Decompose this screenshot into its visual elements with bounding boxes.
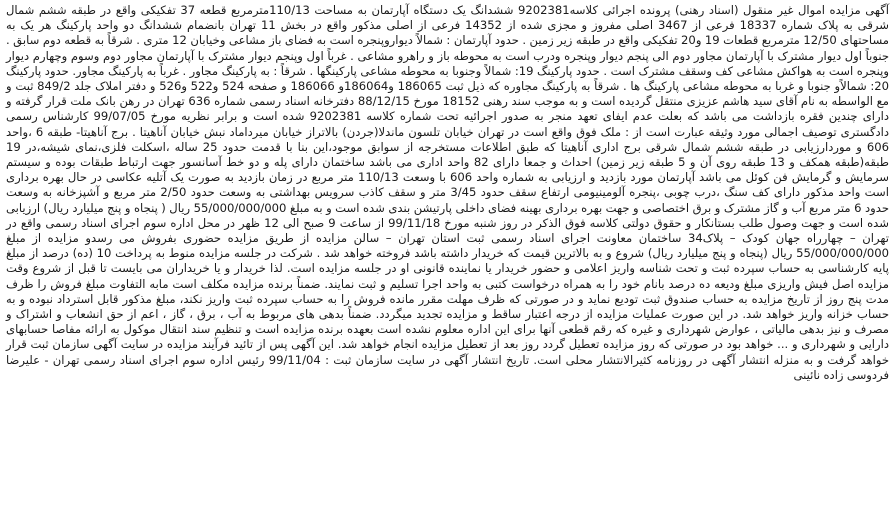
auction-notice-text: آگهی مزایده اموال غیر منقول (اسناد رهنی) پرونده اجرائی کلاسه9202381 ششدانگ یک دستگاه آپارتمان به مساحت 110/13مترمربع قطعه 37 تفکیکی واقع در طبقه ششم شمال شرقی به پلاک شماره 18337 فرعی از 3467 اصلی مفروز و مجزی شده از 14352 فرعی از اصلی مذکور واقع در بخش 11 تهران بانضمام ششدانگ دو واحد پارکینگ هر یک به مساحتهای 12/50 مترمربع قطعات 19 و20 تفکیکی واقع در طبقه زیر زمین . حدود آپارتمان : شمالاً دیوارو‌پنجره است به فضای باز مشاعی وخیابان 12 متری . شرقاً به قطعه دوم سابق . جنوباً اول دیوار مشترک با آپارتمان مجاور دوم الی پنجم دیوار وپنجره ودرب است به محوطه باز و راهرو مشاعی . غرباً اول وپنجم دیوار مشترک با آپارتمان مجاور دوم وسوم وچهارم دیوار وپنجره است به هواکش مشاعی کف وسقف مشترک است . حدود پارکینگ 19: شمالاً وجنوبا به محوطه مشاعی پارکینگها . شرقاً : به پارکینگ مجاور . غرباً به پارکینگ مجاور. حدود پارکینگ 20: شمالاًو جنوبا و غربا به محوطه مشاعی پارکینگ ها . شرقاً به پارکینگ مجاوره که ذیل ثبت 186065 و186064و 186066 و صفحه 524 و522 و526 و دفتر املاک جلد 849/2 ثبت و مع الواسطه به نام آقای سید هاشم عزیزی منتقل گردیده است و به موجب سند رهنی 18152 مورخ 88/12/15 دفترخانه اسناد رسمی شماره 636 تهران در رهن بانک ملت قرار گرفته و دارای چندین فقره بازداشت می باشد که بعلت عدم ایفای تعهد منجر به صدور اجرائیه تحت شماره کلاسه 9202381 شده است و برابر نظریه مورخ 99/07/05 کارشناس رسمی دادگستری توصیف اجمالی مورد وثیقه عبارت است از : ملک فوق واقع است در تهران خیابان تلسون ماندلا(جردن) بالاتراز خیابان میرداماد نبش خیابان آناهیتا . برج آناهیتا- طبقه 6 ،واحد 606 و موردارزیابی در طبقه ششم شمال شرقی برج اداری آناهیتا که طبق اطلاعات مستخرجه از سوابق موجود،این بنا با قدمت حدود 25 ساله ،اسکلت فلزی،نمای شیشه،در 19 طبقه(طبقه همکف و 13 طبقه روی آن و 5 طبقه زیر زمین) احداث و جمعا دارای 82 واحد اداری می باشد ساختمان دارای پله و دو خط آسانسور جهت ارتباط طبقات بوده و سیستم سرمایش و گرمایش فن کوئل می باشد آپارتمان مورد بازدید و ارزیابی به شماره واحد 606 با وسعت 110/13 متر مربع در زمان بازدید به صورت یک آتلیه عکاسی در حال بهره برداری است واحد مذکور دارای کف سنگ ،درب چوبی ،پنجره آلومینیومی ارتفاع سقف حدود 3/45 متر و سقف کاذب سرویس بهداشتی به وسعت حدود 2/50 متر مربع و آشپزخانه به وسعت حدود 6 متر مربع آب و گاز مشترک و برق اختصاصی و جهت بهره برداری بهینه فضای داخلی پارتیشن بندی شده است و به مبلغ 55/000/000/000 ریال ( پنجاه و پنج میلیارد ریال) ارزیابی شده است و جهت وصول طلب بستانکار و حقوق دولتی کلاسه فوق الذکر در روز شنبه مورخ 99/11/18 از ساعت 9 صبح الی 12 ظهر در محل اداره سوم اجرای اسناد رسمی واقع در تهران – چهارراه جهان کودک – پلاک34 ساختمان معاونت اجرای اسناد رسمی ثبت استان تهران – سالن مزایده از طریق مزایده حضوری بفروش می رسدو مزایده از مبلغ 55/000/000/000 ریال (پنجاه و پنج میلیارد ریال) شروع و به بالاترین قیمت که خریدار داشته باشد فروخته خواهد شد . شرکت در جلسه مزایده منوط به پرداخت 10 (ده) درصد از مبلغ پایه کارشناسی به حساب سپرده ثبت و تحت شناسه واریز اعلامی و حضور خریدار یا نماینده قانونی او در جلسه مزایده است. لذا خریدار و یا خریداران می بایست تا قبل از شروع وقت مزایده اصل فیش واریزی مبلغ ودیعه ده درصد بانام خود را به همراه درخواست کتبی به واحد اجرا تسلیم و ثبت نمایند. ضمناً برنده مزایده مکلف است مابه التفاوت مبلغ فروش را ظرف مدت پنج روز از تاریخ مزایده به حساب صندوق ثبت تودیع نماید و در صورتی که ظرف مهلت مقرر مانده فروش را به حساب سپرده ثبت واریز نکند، مبلغ مذکور قابل استرداد نبوده و به حساب خزانه واریز خواهد شد. در این صورت عملیات مزایده از درجه اعتبار ساقط و مزایده تجدید میگردد. ضمناً بدهی های مربوط به آب ، برق ، گاز ، اعم از حق انشعاب و اشتراک و مصرف و نیز بدهی مالیاتی ، عوارض شهرداری و غیره که رقم قطعی آنها برای این اداره معلوم نشده است بعهده برنده مزایده است و تنظیم سند انتقال موکول به ارائه مفاصا حسابهای دارایی و شهرداری و ... خواهد بود در صورتی که روز مزایده تعطیل گردد روز بعد از تعطیل مزایده انجام خواهد شد. این آگهی پس از تائید فرآیند مزایده در سایت آگهی سازمان ثبت قرار خواهد گرفت و به منزله انتشار آگهی در روزنامه کثیرالانتشار محلی است. تاریخ انتشار آگهی در سایت سازمان ثبت : 99/11/04 رئیس اداره سوم اجرای اسناد رسمی تهران - علیرضا فردوسی زاده نائینی xyxy=(6,3,890,382)
